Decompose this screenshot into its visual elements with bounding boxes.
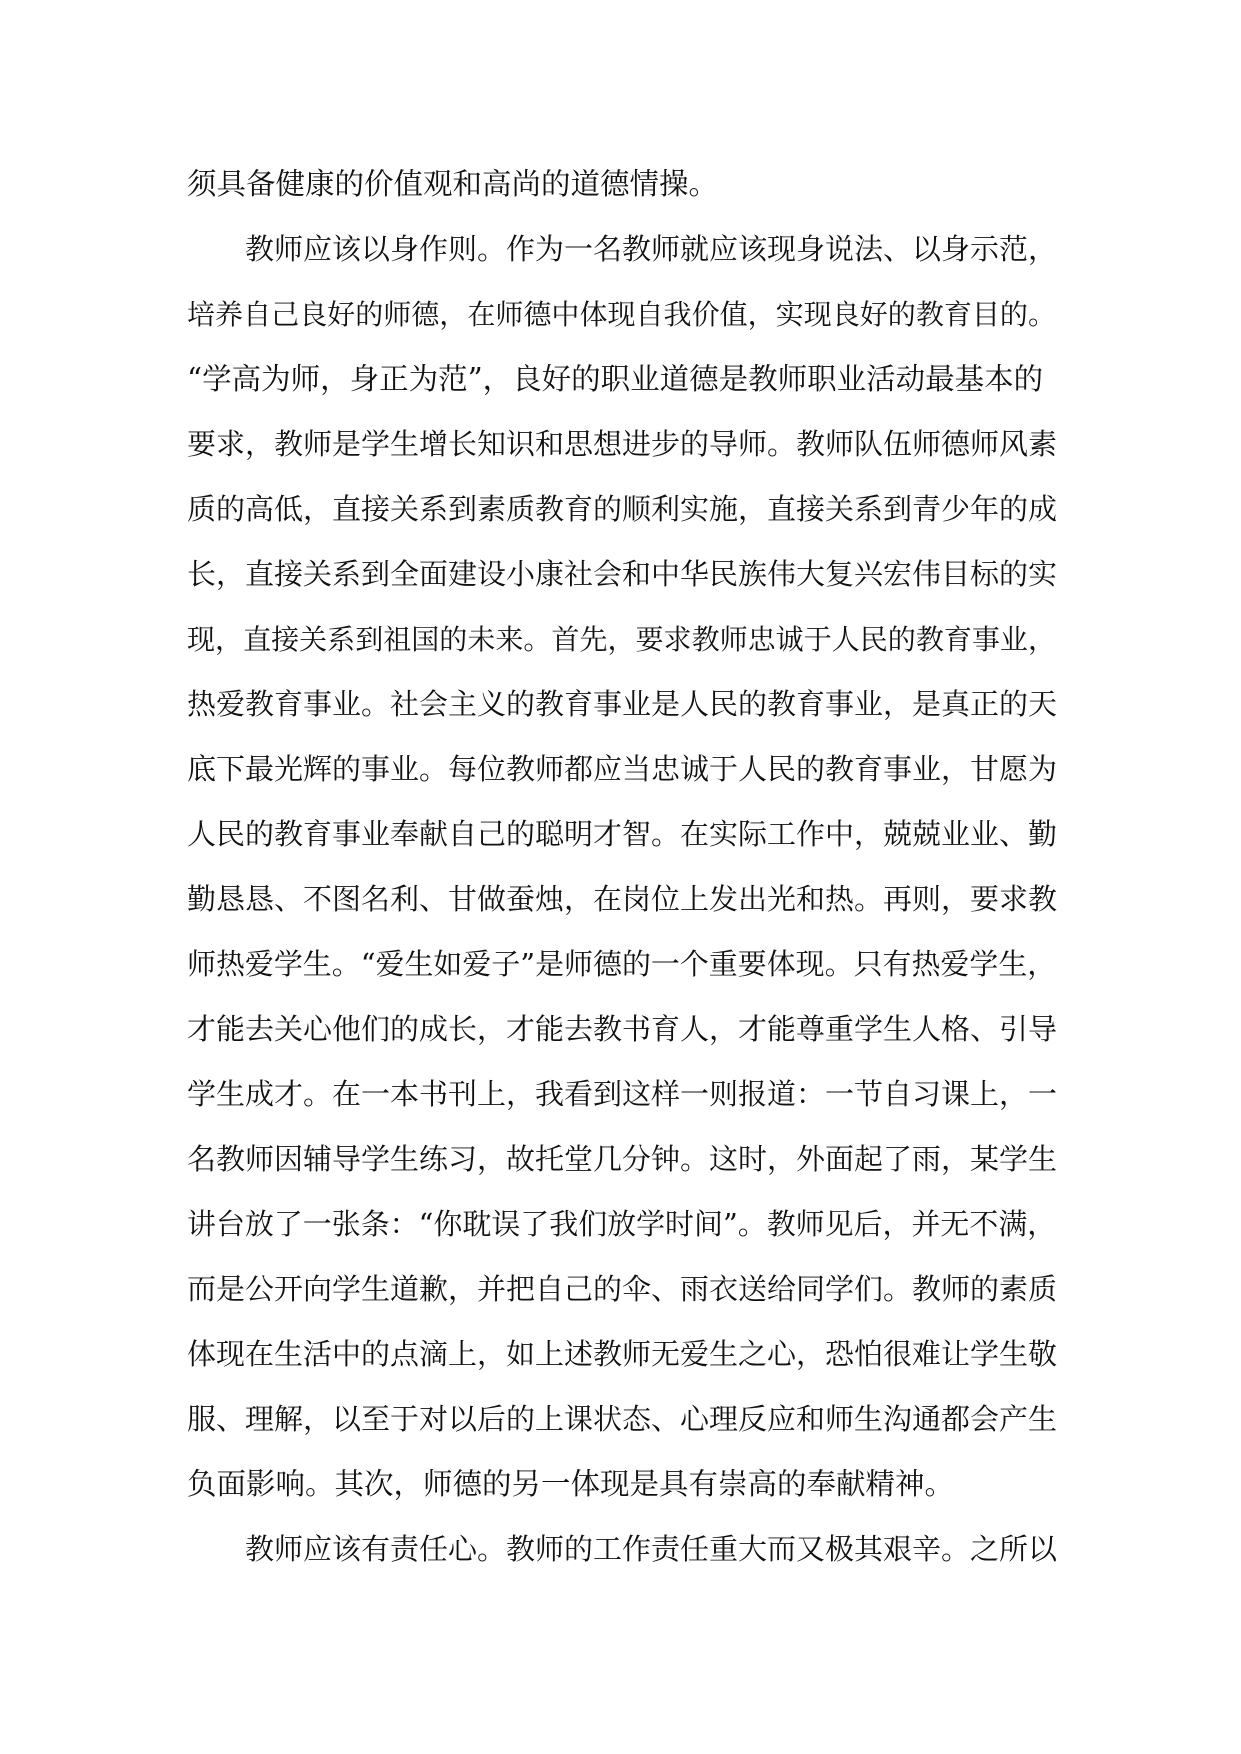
text-line: 质的高低，直接关系到素质教育的顺利实施，直接关系到青少年的成: [187, 492, 1058, 526]
text-line: 底下最光辉的事业。每位教师都应当忠诚于人民的教育事业，甘愿为: [187, 752, 1058, 786]
text-line: “学高为师，身正为范”，良好的职业道德是教师职业活动最基本的: [187, 362, 1044, 396]
text-line: 要求，教师是学生增长知识和思想进步的导师。教师队伍师德师风素: [187, 427, 1058, 461]
text-line: 须具备健康的价值观和高尚的道德情操。: [187, 167, 719, 201]
text-line: 热爱教育事业。社会主义的教育事业是人民的教育事业，是真正的天: [187, 687, 1058, 721]
text-line: 人民的教育事业奉献自己的聪明才智。在实际工作中，兢兢业业、勤: [187, 817, 1058, 851]
text-line: 学生成才。在一本书刊上，我看到这样一则报道：一节自习课上，一: [187, 1077, 1058, 1111]
text-line: 服、理解，以至于对以后的上课状态、心理反应和师生沟通都会产生: [187, 1402, 1058, 1436]
text-line: 师热爱学生。“爱生如爱子”是师德的一个重要体现。只有热爱学生，: [187, 947, 1057, 981]
text-line: 培养自己良好的师德，在师德中体现自我价值，实现良好的教育目的。: [187, 298, 1056, 331]
text-line: 体现在生活中的点滴上，如上述教师无爱生之心，恐怕很难让学生敬: [187, 1337, 1058, 1371]
text-line: 才能去关心他们的成长，才能去教书育人，才能尊重学生人格、引导: [187, 1012, 1058, 1046]
paragraph-start-line: 教师应该以身作则。作为一名教师就应该现身说法、以身示范，: [245, 232, 1058, 266]
text-line: 名教师因辅导学生练习，故托堂几分钟。这时，外面起了雨，某学生: [187, 1142, 1058, 1176]
text-line: 而是公开向学生道歉，并把自己的伞、雨衣送给同学们。教师的素质: [187, 1272, 1058, 1306]
text-line: 负面影响。其次，师德的另一体现是具有崇高的奉献精神。: [187, 1467, 955, 1501]
text-line: 长，直接关系到全面建设小康社会和中华民族伟大复兴宏伟目标的实: [187, 557, 1058, 591]
paragraph-start-line: 教师应该有责任心。教师的工作责任重大而又极其艰辛。之所以: [245, 1532, 1058, 1566]
body-text: [187, 152, 1057, 1582]
text-line: 勤恳恳、不图名利、甘做蚕烛，在岗位上发出光和热。再则，要求教: [187, 882, 1058, 916]
text-line: 现，直接关系到祖国的未来。首先，要求教师忠诚于人民的教育事业，: [187, 623, 1056, 656]
text-line: 讲台放了一张条：“你耽误了我们放学时间”。教师见后，并无不满，: [187, 1207, 1057, 1241]
